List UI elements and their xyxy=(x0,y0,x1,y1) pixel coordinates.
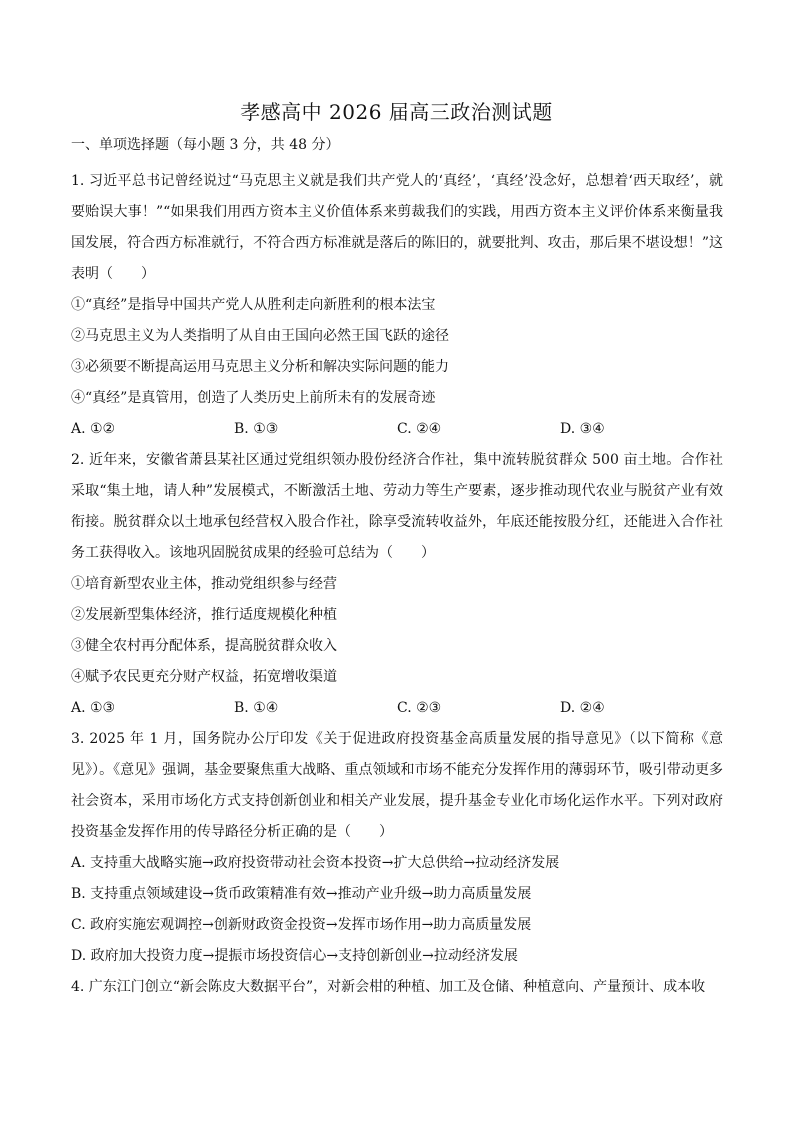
question-stem: 1. 习近平总书记曾经说过“马克思主义就是我们共产党人的‘真经’，‘真经’没念好，总想着‘西天取经’，就要贻误大事！”“如果我们用西方资本主义价值体系来剪裁我们的实践，用西方资本主义评价体系来衡量我国发展，符合西方标准就行，不符合西方标准就是落后的陈旧的，就要批判、攻击，那后果不堪设想！”这表明（ ） xyxy=(71,173,723,282)
statement-item: ①培育新型农业主体，推动党组织参与经营 xyxy=(71,576,337,592)
questions-container xyxy=(71,166,723,1003)
option-c[interactable]: C. ②③ xyxy=(397,700,442,716)
statement-item: ③健全农村再分配体系，提高脱贫群众收入 xyxy=(71,638,337,654)
question-3 xyxy=(71,724,723,972)
option-c[interactable]: C. 政府实施宏观调控→创新财政资金投资→发挥市场作用→助力高质量发展 xyxy=(71,917,532,933)
option-b[interactable]: B. ①④ xyxy=(234,700,279,716)
statement-item: ②马克思主义为人类指明了从自由王国向必然王国飞跃的途径 xyxy=(71,328,449,344)
statement-item: ④“真经”是真管用，创造了人类历史上前所未有的发展奇迹 xyxy=(71,390,436,406)
question-stem: 4. 广东江门创立“新会陈皮大数据平台”，对新会柑的种植、加工及仓储、种植意向、产量预计、成本收 xyxy=(71,979,706,995)
option-a[interactable]: A. ①② xyxy=(71,421,116,437)
option-b[interactable]: B. ①③ xyxy=(234,421,279,437)
statement-item: ④赋予农民更充分财产权益，拓宽增收渠道 xyxy=(71,669,337,685)
option-d[interactable]: D. ③④ xyxy=(560,421,605,437)
option-d[interactable]: D. ②④ xyxy=(560,700,605,716)
statement-item: ③必须要不断提高运用马克思主义分析和解决实际问题的能力 xyxy=(71,359,449,375)
question-stem: 3. 2025 年 1 月，国务院办公厅印发《关于促进政府投资基金高质量发展的指导意见》（以下简称《意见》）。《意见》强调，基金要聚焦重大战略、重点领域和市场不能充分发挥作用的薄弱环节，吸引带动更多社会资本，采用市场化方式支持创新创业和相关产业发展，提升基金专业化市场化运作水平。下列对政府投资基金发挥作用的传导路径分析正确的是（ ） xyxy=(71,731,723,840)
section-heading: 一、单项选择题（每小题 3 分，共 48 分） xyxy=(71,137,340,153)
option-a[interactable]: A. 支持重大战略实施→政府投资带动社会资本投资→扩大总供给→拉动经济发展 xyxy=(71,855,560,871)
question-1 xyxy=(71,166,723,445)
statement-item: ②发展新型集体经济，推行适度规模化种植 xyxy=(71,607,337,623)
option-d[interactable]: D. 政府加大投资力度→提振市场投资信心→支持创新创业→拉动经济发展 xyxy=(71,948,518,964)
option-a[interactable]: A. ①③ xyxy=(71,700,116,716)
answer-options xyxy=(71,414,723,445)
option-c[interactable]: C. ②④ xyxy=(397,421,442,437)
question-stem: 2. 近年来，安徽省萧县某社区通过党组织领办股份经济合作社，集中流转脱贫群众 500 亩土地。合作社采取“集土地，请人种”发展模式，不断激活土地、劳动力等生产要素，逐步推动现代农业与脱贫产业有效衔接。脱贫群众以土地承包经营权入股合作社，除享受流转收益外，年底还能按股分红，还能进入合作社务工获得收入。该地巩固脱贫成果的经验可总结为（ ） xyxy=(71,452,723,561)
question-4 xyxy=(71,972,723,1003)
statement-item: ①“真经”是指导中国共产党人从胜利走向新胜利的根本法宝 xyxy=(71,297,436,313)
page-title: 孝感高中 2026 届高三政治测试题 xyxy=(240,100,553,124)
question-2 xyxy=(71,445,723,724)
option-b[interactable]: B. 支持重点领域建设→货币政策精准有效→推动产业升级→助力高质量发展 xyxy=(71,886,532,902)
answer-options xyxy=(71,693,723,724)
